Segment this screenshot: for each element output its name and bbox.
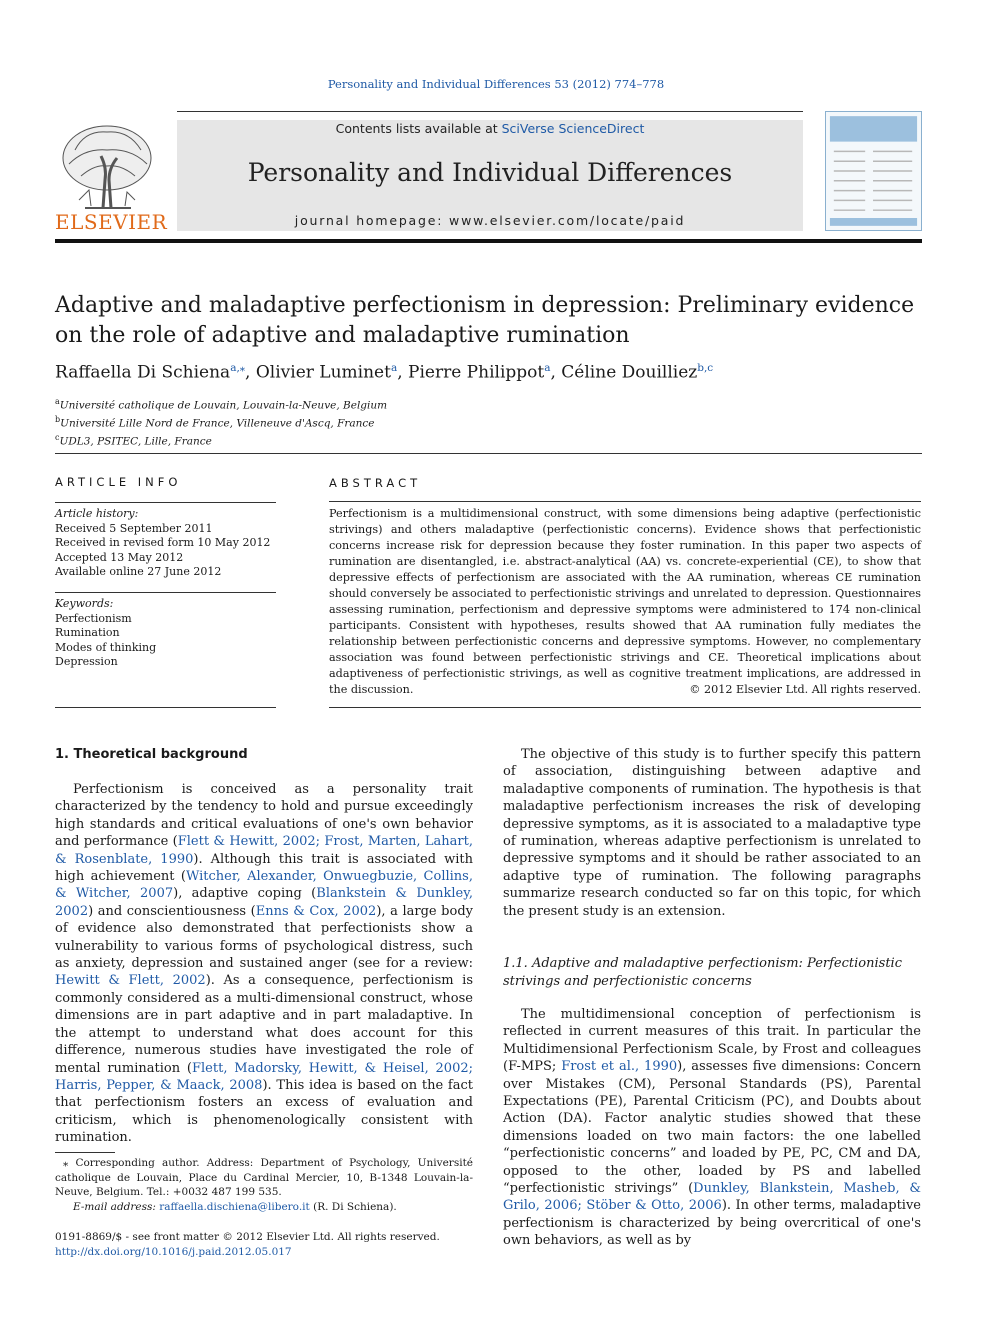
- doi-link[interactable]: http://dx.doi.org/10.1016/j.paid.2012.05.017: [55, 1245, 292, 1258]
- citation-link[interactable]: Blankstein & Dunkley, 2002: [55, 886, 473, 919]
- history-item: Available online 27 June 2012: [55, 565, 222, 578]
- email-label: E-mail address:: [73, 1200, 156, 1213]
- citation-link[interactable]: Hewitt & Flett, 2002: [55, 973, 206, 989]
- affiliation-text: Université Lille Nord de France, Villeneuve d'Ascq, France: [60, 417, 375, 430]
- author-name[interactable]: Raffaella Di Schiena: [55, 362, 231, 383]
- keyword: Perfectionism: [55, 611, 132, 625]
- citation-link[interactable]: Frost et al., 1990: [561, 1059, 678, 1075]
- keyword: Rumination: [55, 626, 120, 639]
- paragraph-text: Perfectionism is conceived as a personality trait characterized by the tendency to hold and pursue exceedingly high standards and critical evaluations of one's own behavior and performance (: [55, 782, 473, 850]
- author-affiliation-marker[interactable]: a: [390, 362, 398, 374]
- homepage-url[interactable]: www.elsevier.com/locate/paid: [449, 213, 686, 228]
- history-item: Received in revised form 10 May 2012: [55, 536, 271, 549]
- section-heading: 1. Theoretical background: [55, 747, 248, 762]
- author-name[interactable]: Pierre Philippot: [408, 362, 545, 383]
- affiliation-marker: b: [55, 415, 61, 424]
- author-affiliation-marker[interactable]: a: [544, 362, 551, 374]
- paragraph: The objective of this study is to further specify this pattern of association, distinguishing between adaptive and maladaptive components of rumination. The hypothesis is that maladaptive perfectionism increases the risk of developing depressive symptoms, as it is associated to a maladaptive type of rumination, whereas adaptive perfectionism is unrelated to depressive symptoms and it should be rather associated to an adaptive type of rumination. The following paragraphs summarize research conducted so far on this topic, for which the present study is an extension.: [503, 747, 921, 919]
- abstract-bottom-rule: [329, 707, 921, 708]
- citation-link[interactable]: Witcher, Alexander, Onwuegbuzie, Collins, & Witcher, 2007: [55, 869, 473, 902]
- paragraph-text: The multidimensional conception of perfectionism is reflected in current measures of this trait. In particular the Multidimensional Perfectionism Scale, by Frost and colleagues (F-MPS;: [503, 1007, 921, 1075]
- author-name[interactable]: Céline Douilliez: [561, 362, 698, 383]
- journal-title: Personality and Individual Differences: [247, 158, 733, 187]
- email-suffix: (R. Di Schiena).: [313, 1200, 397, 1213]
- footnote: [55, 1156, 473, 1214]
- header-top-rule: [177, 111, 803, 112]
- author-separator: ,: [245, 362, 256, 383]
- sciencedirect-link[interactable]: SciVerse ScienceDirect: [501, 121, 645, 136]
- affiliations: [55, 395, 387, 449]
- homepage-prefix: journal homepage:: [294, 213, 444, 228]
- body-column-right-top: [503, 746, 921, 920]
- paragraph-text: ). This idea is based on the fact that perfectionism fosters an excess of evaluation and criticism, which is phenomenologically consistent with rumination.: [55, 1077, 473, 1146]
- abstract-copyright: © 2012 Elsevier Ltd. All rights reserved.: [689, 683, 921, 696]
- paragraph: [55, 781, 473, 1147]
- abstract-rule: [329, 501, 921, 502]
- keywords-rule: [55, 592, 276, 593]
- paragraph-text: ), a large body of evidence also demonstrated that perfectionists show a vulnerability to various forms of psychological distress, such as anxiety, depression and sustained anger (see for a review:: [55, 903, 473, 972]
- body-column-left: [55, 781, 473, 1147]
- affiliation-line: [55, 395, 387, 413]
- paragraph-text: ). As a consequence, perfectionism is commonly considered as a multi-dimensional construct, whose dimensions are in part adaptive and in part maladaptive. In the attempt to understand what does account for this difference, numerous studies have investigated the role of mental rumination (: [55, 973, 473, 1076]
- journal-cover-thumbnail-icon[interactable]: [825, 111, 922, 231]
- paragraph: [503, 1006, 921, 1250]
- author-separator: ,: [550, 362, 562, 383]
- citation-link[interactable]: Flett, Madorsky, Hewitt, & Heisel, 2002; Harris, Pepper, & Maack, 2008: [55, 1060, 473, 1093]
- author-separator: ,: [397, 362, 409, 383]
- paragraph-text: ) and conscientiousness (: [88, 903, 256, 919]
- affiliation-line: [55, 431, 387, 449]
- citation-link[interactable]: Flett & Hewitt, 2002; Frost, Marten, Lahart, & Rosenblate, 1990: [55, 834, 473, 867]
- abstract-heading: ABSTRACT: [329, 476, 422, 490]
- affiliation-marker: a: [55, 397, 60, 406]
- history-item: Accepted 13 May 2012: [55, 550, 184, 564]
- corresponding-author-note: ⁎ Corresponding author. Address: Department of Psychology, Université catholique de Louvain, Place du Cardinal Mercier, 10, B-1348 Louvain-la-Neuve, Belgium. Tel.: +0032 487 199 535.: [55, 1157, 473, 1198]
- issn-line: 0191-8869/$ - see front matter © 2012 Elsevier Ltd. All rights reserved.: [55, 1231, 440, 1243]
- elsevier-wordmark: ELSEVIER: [55, 210, 168, 234]
- footnote-rule: [55, 1152, 115, 1153]
- affiliation-line: [55, 413, 387, 431]
- article-info-heading: ARTICLE INFO: [55, 475, 182, 489]
- affiliation-text: UDL3, PSITEC, Lille, France: [59, 435, 212, 448]
- body-column-right-bottom: [503, 1006, 921, 1250]
- citation-link[interactable]: Dunkley, Blankstein, Masheb, & Grilo, 2006; Stöber & Otto, 2006: [503, 1181, 921, 1214]
- keyword: Modes of thinking: [55, 640, 157, 654]
- paragraph-text: ). Although this trait is associated with high achievement (: [55, 851, 473, 885]
- contents-line: [177, 121, 803, 136]
- article-title: Adaptive and maladaptive perfectionism in depression: Preliminary evidence on the role of adaptive and maladaptive rumination: [55, 293, 915, 348]
- paragraph-text: ). In other terms, maladaptive perfectionism is characterized by being overcritical of one's own behaviors, as well as by: [503, 1198, 921, 1249]
- author-affiliation-marker[interactable]: a,⁎: [230, 362, 246, 374]
- article-info-bottom-rule: [55, 707, 276, 708]
- subsection-heading: 1.1. Adaptive and maladaptive perfectionism: Perfectionistic strivings and perfectionistic concerns: [503, 956, 902, 989]
- email-line: [55, 1200, 473, 1215]
- article-info-rule: [55, 502, 276, 503]
- journal-reference[interactable]: Personality and Individual Differences 53 (2012) 774–778: [327, 77, 665, 91]
- section-rule: [55, 453, 922, 454]
- paragraph-text: ), adaptive coping (: [173, 886, 317, 902]
- paragraph-text: ), assesses five dimensions: Concern over Mistakes (CM), Personal Standards (PS), Parental Expectations (PE), Parental Criticism (PC), and Doubts about Action (DA). Factor analytic studies showed that these dimensions loaded on two main factors: the one labelled “perfectionistic concerns” and loaded by PE, PC, CM and DA, opposed to the other, loaded by PS and labelled “perfectionistic strivings” (: [503, 1059, 921, 1197]
- keywords-label: Keywords:: [55, 597, 114, 610]
- keyword: Depression: [55, 655, 118, 668]
- citation-link[interactable]: Enns & Cox, 2002: [255, 903, 377, 919]
- author-affiliation-marker[interactable]: b,c: [697, 362, 714, 374]
- affiliation-marker: c: [55, 433, 60, 442]
- abstract-text: Perfectionism is a multidimensional construct, with some dimensions being adaptive (perfectionistic strivings) and others maladaptive (perfectionistic concerns). Evidence shows that perfectionistic concerns increase risk for depression because they foster rumination. In this paper two aspects of rumination are disentangled, i.e. abstract-analytical (AA) vs. concrete-experiential (CE), to show that depressive effects of perfectionism are associated with the AA rumination, whereas CE rumination should conversely be associated to perfectionistic strivings and unrelated to depression. Questionnaires assessing rumination, perfectionism and depressive symptoms were administered to 174 non-clinical participants. Consistent with hypotheses, results showed that AA rumination fully mediates the relationship between perfectionistic concerns and depressive symptoms. However, no complementary association was found between perfectionistic strivings and CE. Theoretical implications about adaptiveness of perfectionistic strivings, as well as cognitive treatment implications, are addressed in the discussion.: [329, 507, 921, 696]
- author-list: [55, 362, 925, 383]
- history-item: Received 5 September 2011: [55, 521, 213, 535]
- article-history: [55, 507, 270, 580]
- issn-block: [55, 1230, 440, 1259]
- journal-homepage: [177, 213, 803, 228]
- history-label: Article history:: [55, 507, 139, 520]
- contents-prefix: Contents lists available at: [335, 121, 498, 136]
- affiliation-text: Université catholique de Louvain, Louvain-la-Neuve, Belgium: [59, 399, 388, 412]
- keywords: [55, 597, 156, 670]
- author-name[interactable]: Olivier Luminet: [255, 362, 391, 383]
- header-bottom-rule: [55, 239, 922, 243]
- email-link[interactable]: raffaella.dischiena@libero.it: [159, 1200, 310, 1213]
